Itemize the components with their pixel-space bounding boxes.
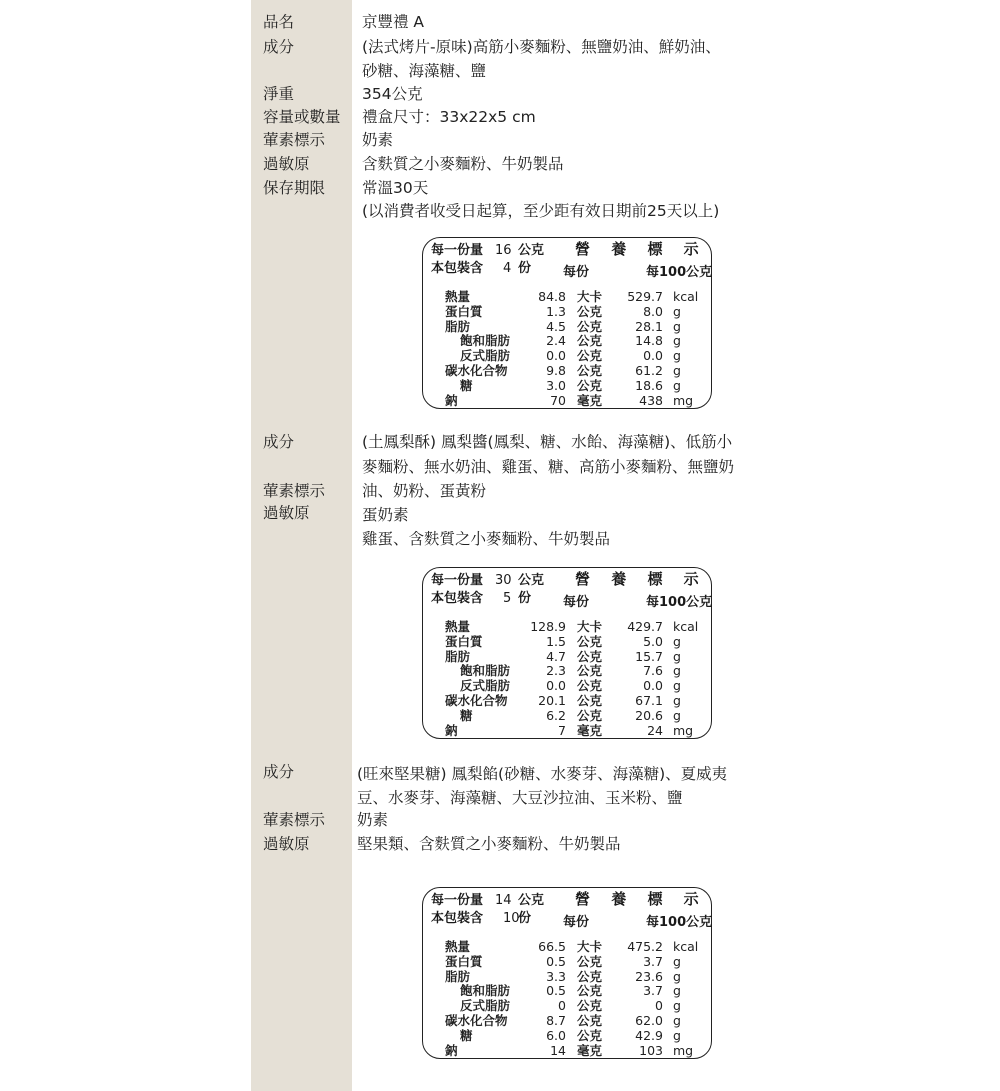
- per-serving-unit: 公克: [577, 663, 603, 679]
- per-100g-unit: g: [673, 707, 681, 723]
- label-allergen: 過敏原: [263, 835, 310, 853]
- per-100g-unit: g: [673, 303, 681, 319]
- servings-per-pack-value: 10: [503, 911, 520, 926]
- nutrition-row: [423, 334, 711, 348]
- label-vegan: 葷素標示: [263, 482, 326, 500]
- per-100g-value: 475.2: [627, 939, 663, 954]
- per-serving-value: 66.5: [538, 939, 566, 954]
- nutrition-row: [423, 984, 711, 998]
- nutrient-name: 鈉: [445, 1042, 458, 1058]
- nutrient-name: 飽和脂肪: [460, 663, 511, 679]
- per-serving-value: 70: [550, 392, 566, 408]
- nutrient-name: 鈉: [445, 392, 458, 408]
- per-100g-unit: kcal: [673, 289, 699, 304]
- per-serving-unit: 毫克: [577, 1042, 603, 1058]
- per-100g-unit: g: [673, 968, 681, 984]
- per-serving-value: 2.4: [546, 333, 566, 349]
- servings-per-pack-unit: 份: [518, 261, 532, 276]
- label-capacity: 容量或數量: [263, 108, 341, 126]
- per-100g-value: 0.0: [643, 348, 663, 364]
- nutrient-name: 脂肪: [445, 648, 471, 664]
- label-vegan: 葷素標示: [263, 131, 326, 149]
- per-serving-unit: 公克: [577, 333, 603, 349]
- per-serving-value: 128.9: [530, 619, 566, 634]
- per-serving-unit: 公克: [577, 1027, 603, 1043]
- nutrient-name: 碳水化合物: [445, 1013, 508, 1028]
- label-ingredients: 成分: [263, 763, 295, 781]
- per-100g-value: 28.1: [635, 318, 663, 334]
- per-100g-value: 18.6: [635, 377, 663, 393]
- nutrition-row: [423, 320, 711, 334]
- nutrition-row: [423, 305, 711, 319]
- label-shelf-life: 保存期限: [263, 179, 326, 197]
- ingredients-line: 麥麵粉、無水奶油、雞蛋、糖、高筋小麥麵粉、無鹽奶: [362, 458, 735, 476]
- serving-size-unit: 公克: [518, 573, 545, 588]
- per-100g-unit: g: [673, 348, 681, 364]
- nutrient-name: 反式脂肪: [460, 348, 511, 364]
- nutrition-row: [423, 379, 711, 393]
- nutrient-name: 反式脂肪: [460, 998, 511, 1014]
- per-100g-value: 20.6: [635, 707, 663, 723]
- per-serving-unit: 公克: [577, 363, 603, 378]
- per-serving-unit: 公克: [577, 707, 603, 723]
- per-serving-value: 2.3: [546, 663, 566, 679]
- label-allergen: 過敏原: [263, 504, 310, 522]
- nutrition-row: [423, 724, 711, 738]
- per-100g-unit: g: [673, 377, 681, 393]
- per-100g-value: 8.0: [643, 303, 663, 319]
- per-100g-value: 429.7: [627, 619, 663, 634]
- nutrient-name: 糖: [460, 377, 473, 393]
- per-100g-value: 103: [639, 1042, 663, 1058]
- per-serving-unit: 公克: [577, 648, 603, 664]
- per-serving-value: 0.0: [546, 348, 566, 364]
- nutrition-row: [423, 349, 711, 363]
- nutrient-name: 蛋白質: [445, 303, 483, 319]
- nutrition-row: [423, 635, 711, 649]
- per-100g-unit: g: [673, 983, 681, 999]
- nutrient-name: 鈉: [445, 722, 458, 738]
- nutrition-facts-panel: [422, 237, 712, 409]
- servings-per-pack-label: 本包裝含: [431, 911, 484, 926]
- servings-per-pack-value: 5: [503, 591, 512, 606]
- per-100g-unit: mg: [673, 392, 694, 408]
- nutrition-row: [423, 940, 711, 954]
- serving-size-unit: 公克: [518, 893, 545, 908]
- per-serving-value: 6.2: [546, 707, 566, 723]
- ingredients-line: 豆、水麥芽、海藻糖、大豆沙拉油、玉米粉、鹽: [357, 789, 683, 807]
- nutrition-row: [423, 955, 711, 969]
- serving-size-value: 14: [495, 893, 512, 908]
- per-serving-value: 4.5: [546, 318, 566, 334]
- per-100g-unit: g: [673, 663, 681, 679]
- vegan-value: 蛋奶素: [362, 506, 409, 524]
- nutrition-title: 營 養 標 示: [575, 570, 703, 588]
- nutrition-row: [423, 679, 711, 693]
- per-serving-unit: 公克: [577, 377, 603, 393]
- nutrition-row: [423, 1014, 711, 1028]
- per-serving-unit: 公克: [577, 998, 603, 1014]
- per-serving-header: 每份: [563, 915, 590, 930]
- nutrient-name: 熱量: [445, 939, 471, 954]
- serving-size-value: 30: [495, 573, 512, 588]
- serving-size-label: 每一份量: [431, 893, 484, 908]
- nutrition-row: [423, 650, 711, 664]
- per-serving-value: 3.0: [546, 377, 566, 393]
- nutrient-name: 飽和脂肪: [460, 983, 511, 999]
- per-100g-unit: kcal: [673, 939, 699, 954]
- per-100g-value: 67.1: [635, 693, 663, 708]
- per-100g-unit: g: [673, 1013, 681, 1028]
- allergen-value: 堅果類、含麩質之小麥麵粉、牛奶製品: [357, 835, 621, 853]
- per-serving-header: 每份: [563, 595, 590, 610]
- vegan-value: 奶素: [362, 131, 394, 149]
- per-serving-unit: 毫克: [577, 392, 603, 408]
- per-100g-unit: g: [673, 953, 681, 969]
- servings-per-pack-value: 4: [503, 261, 512, 276]
- label-ingredients: 成分: [263, 38, 295, 56]
- nutrition-row: [423, 620, 711, 634]
- per-100g-value: 0: [655, 998, 663, 1014]
- per-serving-unit: 公克: [577, 983, 603, 999]
- serving-size-label: 每一份量: [431, 573, 484, 588]
- nutrient-name: 蛋白質: [445, 633, 483, 649]
- serving-size-unit: 公克: [518, 243, 545, 258]
- per-100g-unit: g: [673, 1027, 681, 1043]
- label-vegan: 葷素標示: [263, 811, 326, 829]
- servings-per-pack-label: 本包裝含: [431, 261, 484, 276]
- per-serving-unit: 公克: [577, 1013, 603, 1028]
- nutrient-name: 糖: [460, 1027, 473, 1043]
- per-100g-value: 3.7: [643, 983, 663, 999]
- nutrition-facts-panel: [422, 567, 712, 739]
- serving-size-label: 每一份量: [431, 243, 484, 258]
- per-serving-unit: 公克: [577, 678, 603, 694]
- nutrition-row: [423, 364, 711, 378]
- per-100g-header: 每100公克: [646, 265, 713, 280]
- per-100g-unit: kcal: [673, 619, 699, 634]
- nutrient-name: 脂肪: [445, 318, 471, 334]
- servings-per-pack-unit: 份: [518, 911, 532, 926]
- per-100g-value: 0.0: [643, 678, 663, 694]
- per-serving-value: 7: [558, 722, 566, 738]
- per-serving-value: 0: [558, 998, 566, 1014]
- capacity-value: 禮盒尺寸：33x22x5 cm: [362, 108, 536, 126]
- per-serving-value: 1.3: [546, 303, 566, 319]
- per-serving-value: 6.0: [546, 1027, 566, 1043]
- per-100g-value: 529.7: [627, 289, 663, 304]
- label-allergen: 過敏原: [263, 155, 310, 173]
- vegan-value: 奶素: [357, 811, 389, 829]
- per-100g-unit: g: [673, 693, 681, 708]
- label-ingredients: 成分: [263, 433, 295, 451]
- per-100g-value: 438: [639, 392, 663, 408]
- nutrient-name: 碳水化合物: [445, 693, 508, 708]
- servings-per-pack-label: 本包裝含: [431, 591, 484, 606]
- ingredients-line: 油、奶粉、蛋黃粉: [362, 482, 487, 500]
- per-100g-value: 15.7: [635, 648, 663, 664]
- per-serving-value: 14: [550, 1042, 566, 1058]
- per-serving-value: 1.5: [546, 633, 566, 649]
- label-name: 品名: [263, 13, 295, 31]
- product-name: 京豐禮 A: [362, 13, 425, 31]
- per-serving-value: 4.7: [546, 648, 566, 664]
- nutrition-row: [423, 999, 711, 1013]
- per-serving-unit: 公克: [577, 953, 603, 969]
- per-serving-header: 每份: [563, 265, 590, 280]
- nutrition-row: [423, 1044, 711, 1058]
- nutrition-row: [423, 694, 711, 708]
- per-serving-value: 0.5: [546, 953, 566, 969]
- label-weight: 淨重: [263, 85, 295, 103]
- per-100g-unit: g: [673, 678, 681, 694]
- per-serving-unit: 公克: [577, 318, 603, 334]
- nutrient-name: 熱量: [445, 289, 471, 304]
- per-100g-value: 14.8: [635, 333, 663, 349]
- allergen-value: 雞蛋、含麩質之小麥麵粉、牛奶製品: [362, 530, 611, 548]
- per-serving-unit: 毫克: [577, 722, 603, 738]
- net-weight: 354公克: [362, 85, 423, 103]
- per-serving-value: 3.3: [546, 968, 566, 984]
- nutrition-row: [423, 290, 711, 304]
- per-100g-unit: mg: [673, 1042, 694, 1058]
- per-serving-unit: 公克: [577, 693, 603, 708]
- ingredients-line: (旺來堅果糖) 鳳梨餡(砂糖、水麥芽、海藻糖)、夏威夷: [357, 765, 728, 783]
- per-100g-value: 23.6: [635, 968, 663, 984]
- per-100g-value: 3.7: [643, 953, 663, 969]
- nutrient-name: 熱量: [445, 619, 471, 634]
- per-100g-unit: g: [673, 333, 681, 349]
- per-100g-value: 62.0: [635, 1013, 663, 1028]
- per-serving-unit: 公克: [577, 633, 603, 649]
- per-serving-value: 20.1: [538, 693, 566, 708]
- ingredients-line: (法式烤片-原味)高筋小麥麵粉、無鹽奶油、鮮奶油、: [362, 38, 721, 56]
- nutrient-name: 脂肪: [445, 968, 471, 984]
- nutrition-title: 營 養 標 示: [575, 890, 703, 908]
- per-100g-unit: g: [673, 318, 681, 334]
- per-100g-header: 每100公克: [646, 595, 713, 610]
- shelf-life: 常溫30天: [362, 179, 429, 197]
- nutrition-facts-panel: [422, 887, 712, 1059]
- nutrition-row: [423, 1029, 711, 1043]
- per-100g-value: 42.9: [635, 1027, 663, 1043]
- per-serving-unit: 公克: [577, 968, 603, 984]
- shelf-life-note: (以消費者收受日起算，至少距有效日期前25天以上): [362, 202, 720, 220]
- nutrient-name: 飽和脂肪: [460, 333, 511, 349]
- per-serving-value: 84.8: [538, 289, 566, 304]
- per-serving-unit: 大卡: [577, 939, 603, 954]
- nutrition-title: 營 養 標 示: [575, 240, 703, 258]
- per-100g-header: 每100公克: [646, 915, 713, 930]
- nutrition-row: [423, 664, 711, 678]
- per-serving-unit: 公克: [577, 348, 603, 364]
- per-serving-value: 9.8: [546, 363, 566, 378]
- per-serving-value: 0.5: [546, 983, 566, 999]
- ingredients-line: (土鳳梨酥) 鳳梨醬(鳳梨、糖、水飴、海藻糖)、低筋小: [362, 433, 733, 451]
- per-100g-unit: g: [673, 998, 681, 1014]
- per-serving-unit: 公克: [577, 303, 603, 319]
- per-100g-unit: mg: [673, 722, 694, 738]
- nutrient-name: 糖: [460, 707, 473, 723]
- servings-per-pack-unit: 份: [518, 591, 532, 606]
- nutrition-row: [423, 394, 711, 408]
- per-100g-unit: g: [673, 648, 681, 664]
- nutrient-name: 碳水化合物: [445, 363, 508, 378]
- nutrition-row: [423, 709, 711, 723]
- per-serving-value: 0.0: [546, 678, 566, 694]
- nutrient-name: 反式脂肪: [460, 678, 511, 694]
- per-serving-unit: 大卡: [577, 289, 603, 304]
- nutrition-row: [423, 970, 711, 984]
- allergen-value: 含麩質之小麥麵粉、牛奶製品: [362, 155, 564, 173]
- per-100g-value: 61.2: [635, 363, 663, 378]
- per-100g-unit: g: [673, 363, 681, 378]
- nutrient-name: 蛋白質: [445, 953, 483, 969]
- per-serving-value: 8.7: [546, 1013, 566, 1028]
- per-100g-unit: g: [673, 633, 681, 649]
- serving-size-value: 16: [495, 243, 512, 258]
- per-serving-unit: 大卡: [577, 619, 603, 634]
- per-100g-value: 7.6: [643, 663, 663, 679]
- per-100g-value: 24: [647, 722, 663, 738]
- per-100g-value: 5.0: [643, 633, 663, 649]
- ingredients-line: 砂糖、海藻糖、鹽: [362, 62, 487, 80]
